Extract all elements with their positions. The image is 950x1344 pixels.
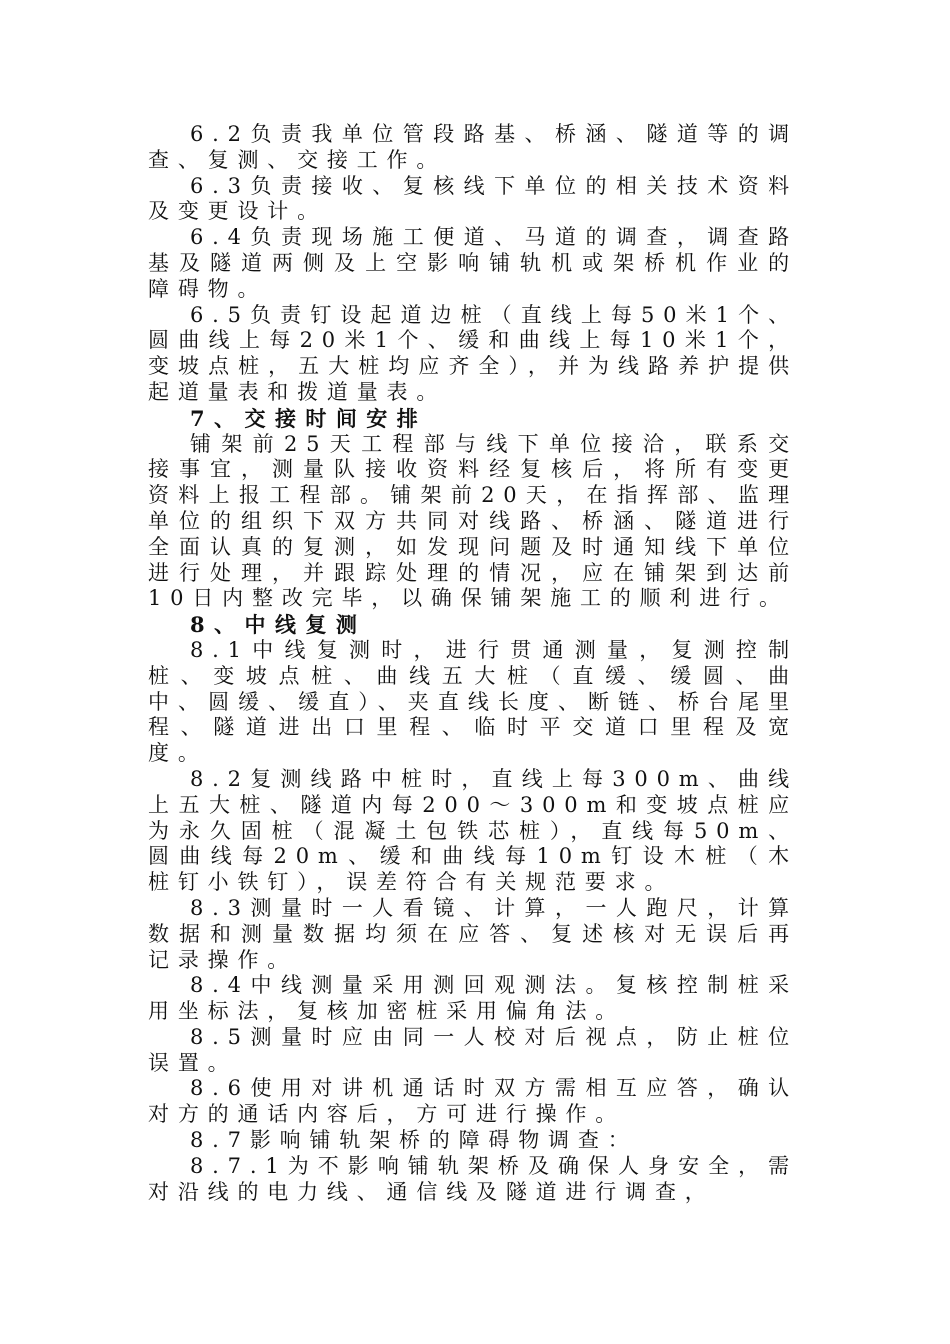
- section-heading-7: 7、交接时间安排: [190, 405, 428, 431]
- paragraph-6-4: 6.4负责现场施工便道、马道的调查，调查路基及隧道两侧及上空影响铺轨机或架桥机作业的障碍物。: [148, 225, 798, 301]
- paragraph-8-7: 8.7影响铺轨架桥的障碍物调查：: [190, 1128, 638, 1153]
- paragraph-8-4: 8.4中线测量采用测回观测法。复核控制桩采用坐标法，复核加密桩采用偏角法。: [148, 973, 798, 1024]
- paragraph-8-6: 8.6使用对讲机通话时双方需相互应答，确认对方的通话内容后，方可进行操作。: [148, 1076, 798, 1127]
- paragraph-7: 铺架前25天工程部与线下单位接洽，联系交接事宜，测量队接收资料经复核后，将所有变更资料上报工程部。铺架前20天，在指挥部、监理单位的组织下双方共同对线路、桥涵、隧道进行全面认真的复测，如发现问题及时通知线下单位进行处理，并跟踪处理的情况，应在铺架到达前10日内整改完毕，以确保铺架施工的顺利进行。: [148, 431, 798, 611]
- paragraph-6-3: 6.3负责接收、复核线下单位的相关技术资料及变更设计。: [148, 173, 798, 224]
- paragraph-8-5: 8.5测量时应由同一人校对后视点，防止桩位误置。: [148, 1024, 798, 1075]
- paragraph-8-7-1: 8.7.1为不影响铺轨架桥及确保人身安全，需对沿线的电力线、通信线及隧道进行调查，: [148, 1153, 798, 1204]
- paragraph-6-2: 6.2负责我单位管段路基、桥涵、隧道等的调查、复测、交接工作。: [148, 122, 798, 172]
- paragraph-6-5: 6.5负责钉设起道边桩（直线上每50米1个、圆曲线上每20米1个、缓和曲线上每10米1个，变坡点桩，五大桩均应齐全），并为线路养护提供起道量表和拨道量表。: [148, 302, 798, 404]
- paragraph-8-1: 8.1中线复测时，进行贯通测量，复测控制桩、变坡点桩、曲线五大桩（直缓、缓圆、曲中、圆缓、缓直）、夹直线长度、断链、桥台尾里程、隧道进出口里程、临时平交道口里程及宽度。: [148, 637, 798, 766]
- paragraph-8-2: 8.2复测线路中桩时，直线上每300m、曲线上五大桩、隧道内每200～300m和变坡点桩应为永久固桩（混凝土包铁芯桩），直线每50m、圆曲线每20m、缓和曲线每10m钉设木桩（木桩钉小铁钉），误差符合有关规范要求。: [148, 766, 798, 895]
- document-page: [148, 122, 798, 1205]
- paragraph-8-3: 8.3测量时一人看镜、计算，一人跑尺，计算数据和测量数据均须在应答、复述核对无误后再记录操作。: [148, 895, 798, 972]
- section-heading-8: 8、中线复测: [190, 612, 367, 638]
